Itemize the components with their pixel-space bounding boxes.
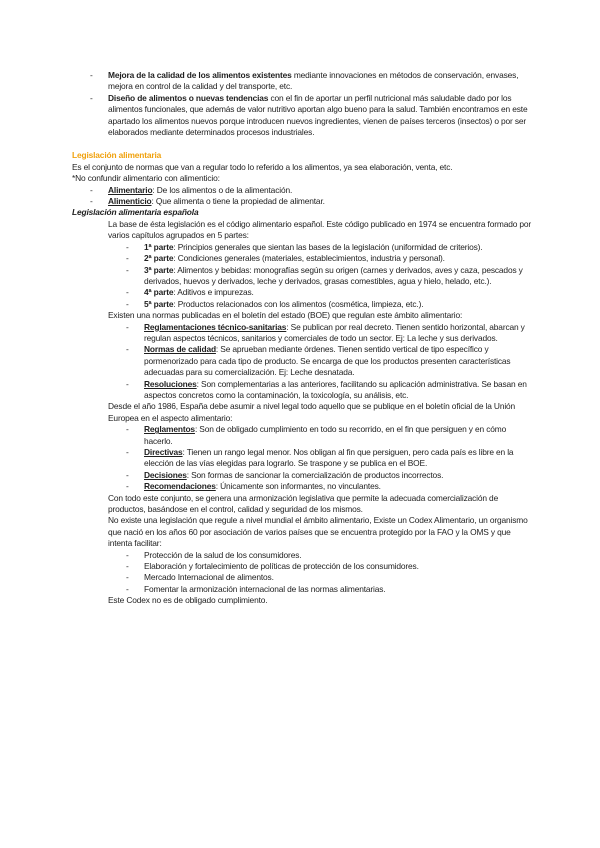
bullet-dash: - — [126, 344, 129, 355]
paragraph: Existen una normas publicadas en el boletín del estado (BOE) que regulan este ámbito alimentario: — [108, 310, 463, 321]
bullet-dash: - — [126, 253, 129, 264]
paragraph: No existe una legislación que regule a nivel mundial el ámbito alimentario, Existe un Codex Alimentario, un organismo que nació en los años 60 por asociación de varios países que se encuentra protegido por la FAO y la OMS y que intenta facilitar: — [108, 515, 528, 549]
list-item-term: Alimenticio — [108, 196, 152, 207]
bullet-dash: - — [90, 184, 93, 195]
list-item-text: Mercado Internacional de alimentos. — [144, 572, 274, 583]
list-item-term: Alimentario — [108, 184, 153, 195]
list-item — [72, 185, 532, 196]
bullet-dash: - — [126, 469, 129, 480]
paragraph: Este Codex no es de obligado cumplimiento. — [108, 595, 268, 606]
list-item-term: 3ª parte — [144, 264, 174, 275]
list-item-text: : Únicamente son informantes, no vinculantes. — [215, 481, 381, 492]
note: *No confundir alimentario con alimenticio: — [72, 173, 220, 184]
list-item-term: Reglamentos — [144, 424, 195, 435]
bullet-dash: - — [126, 561, 129, 572]
bullet-dash: - — [126, 481, 129, 492]
list-item — [72, 470, 532, 481]
list-item-term: Mejora de la calidad de los alimentos existentes — [108, 70, 292, 80]
section-heading-espanola: Legislación alimentaria española — [72, 207, 199, 218]
list-item-term: Reglamentaciones técnico-sanitarias — [144, 321, 287, 332]
list-item-text: : Son complementarias a las anteriores, facilitando su aplicación administrativa. Se basan en aspectos concretos como la contaminación, la toxicología, su análisis, etc. — [144, 378, 527, 400]
list-item-text: : Son formas de sancionar la comercialización de productos incorrectos. — [186, 469, 444, 480]
paragraph: Con todo este conjunto, se genera una armonización legislativa que permite la adecuada comercialización de productos, basándose en el control, calidad y seguridad de los mismos. — [108, 492, 499, 515]
list-item — [72, 561, 532, 572]
list-item — [72, 93, 532, 139]
bullet-dash: - — [126, 447, 129, 457]
list-item — [72, 447, 532, 470]
list-item-text: Fomentar la armonización internacional de las normas alimentarias. — [144, 583, 386, 594]
list-item-term: Diseño de alimentos o nuevas tendencias — [108, 92, 269, 103]
list-item — [72, 265, 532, 288]
bullet-dash: - — [90, 196, 93, 207]
list-item — [72, 584, 532, 595]
bullet-dash: - — [126, 378, 129, 389]
list-item-term: Normas de calidad — [144, 344, 216, 355]
list-item-term: 2ª parte — [144, 253, 174, 264]
list-item — [72, 70, 532, 93]
paragraph: Es el conjunto de normas que van a regular todo lo referido a los alimentos, ya sea elaboración, venta, etc. — [72, 161, 453, 172]
list-item-text: mediante innovaciones en métodos de conservación, envases, mejora en control de la calidad y del transporte, etc. — [108, 70, 519, 92]
list-item-text: : Se aprueban mediante órdenes. Tienen sentido vertical de tipo específico y pormenorizado para cada tipo de producto. Se encarga de que los productos presenten características adecuadas para su comercialización. Ej: Leche desnatada. — [144, 344, 511, 378]
bullet-dash: - — [90, 70, 93, 80]
bullet-dash: - — [126, 424, 129, 435]
list-item — [72, 253, 532, 264]
paragraph: Desde el año 1986, España debe asumir a nivel legal todo aquello que se publique en el boletín oficial de la Unión Europea en el aspecto alimentario: — [108, 401, 516, 423]
list-item — [72, 242, 532, 253]
list-item-term: 1ª parte — [144, 241, 174, 252]
list-item — [72, 572, 532, 583]
bullet-dash: - — [126, 287, 129, 298]
bullet-dash: - — [126, 549, 129, 560]
section-heading-legislacion: Legislación alimentaria — [72, 150, 162, 161]
list-item-text: : Tienen un rango legal menor. Nos obligan al fin que persiguen, pero cada país es libre en la elección de las vías elegidas para lograrlo. Se traspone y se publica en el BOE. — [144, 447, 514, 469]
list-item-text: : Aditivos e impurezas. — [173, 287, 254, 298]
list-item-text: con el fin de aportar un perfil nutricional más saludable dado por los alimentos funcionales, que además de valor nutritivo aportan algo bueno para la salud. También encontramos en este apartado los alimentos nuevos porque introducen nuevos ingredientes, vienen de países terceros (insectos) o por ser elaborados mediante determinados procesos industriales. — [108, 92, 528, 138]
bullet-dash: - — [126, 298, 129, 309]
bullet-dash: - — [126, 241, 129, 252]
list-item — [72, 344, 532, 378]
document-body — [72, 70, 532, 607]
list-item-term: 4ª parte — [144, 287, 174, 298]
list-item-text: : Son de obligado cumplimiento en todo su recorrido, en el fin que persiguen y en cómo hacerlo. — [144, 424, 507, 446]
bullet-dash: - — [126, 583, 129, 594]
list-item-text: Protección de la salud de los consumidores. — [144, 549, 302, 560]
bullet-dash: - — [126, 572, 129, 583]
list-item — [72, 550, 532, 561]
list-item-text: : Que alimenta o tiene la propiedad de alimentar. — [151, 196, 325, 207]
list-item-text: : Se publican por real decreto. Tienen sentido horizontal, abarcan y regulan aspectos técnicos, sanitarios y comerciales de todo un sector. Ej: La leche y sus derivados. — [144, 321, 525, 343]
list-item-term: Resoluciones — [144, 378, 197, 389]
list-item — [72, 424, 532, 447]
list-item-text: Elaboración y fortalecimiento de políticas de protección de los consumidores. — [144, 561, 419, 572]
bullet-dash: - — [126, 321, 129, 332]
list-item — [72, 287, 532, 298]
list-item-text: : Alimentos y bebidas: monografías según su origen (carnes y derivados, aves y caza, pescados y derivados, huevos y derivados, leche y derivados, grasas comestibles, agua y hielo, helado, etc.). — [144, 264, 523, 286]
bullet-dash: - — [126, 264, 129, 275]
list-item-text: : De los alimentos o de la alimentación. — [152, 184, 293, 195]
list-item — [72, 196, 532, 207]
list-item-term: 5ª parte — [144, 298, 174, 309]
list-item — [72, 322, 532, 345]
list-item — [72, 299, 532, 310]
list-item — [72, 481, 532, 492]
list-item-text: : Productos relacionados con los alimentos (cosmética, limpieza, etc.). — [173, 298, 424, 309]
list-item-term: Decisiones — [144, 469, 187, 480]
bullet-dash: - — [90, 92, 93, 103]
list-item — [72, 379, 532, 402]
list-item-term: Directivas — [144, 447, 183, 457]
list-item-term: Recomendaciones — [144, 481, 216, 492]
paragraph: La base de ésta legislación es el código alimentario español. Este código publicado en 1974 se encuentra formado por varios capítulos agrupados en 5 partes: — [108, 218, 532, 241]
list-item-text: : Principios generales que sientan las bases de la legislación (uniformidad de criterios). — [173, 241, 483, 252]
list-item-text: : Condiciones generales (materiales, establecimientos, industria y personal). — [173, 253, 445, 264]
